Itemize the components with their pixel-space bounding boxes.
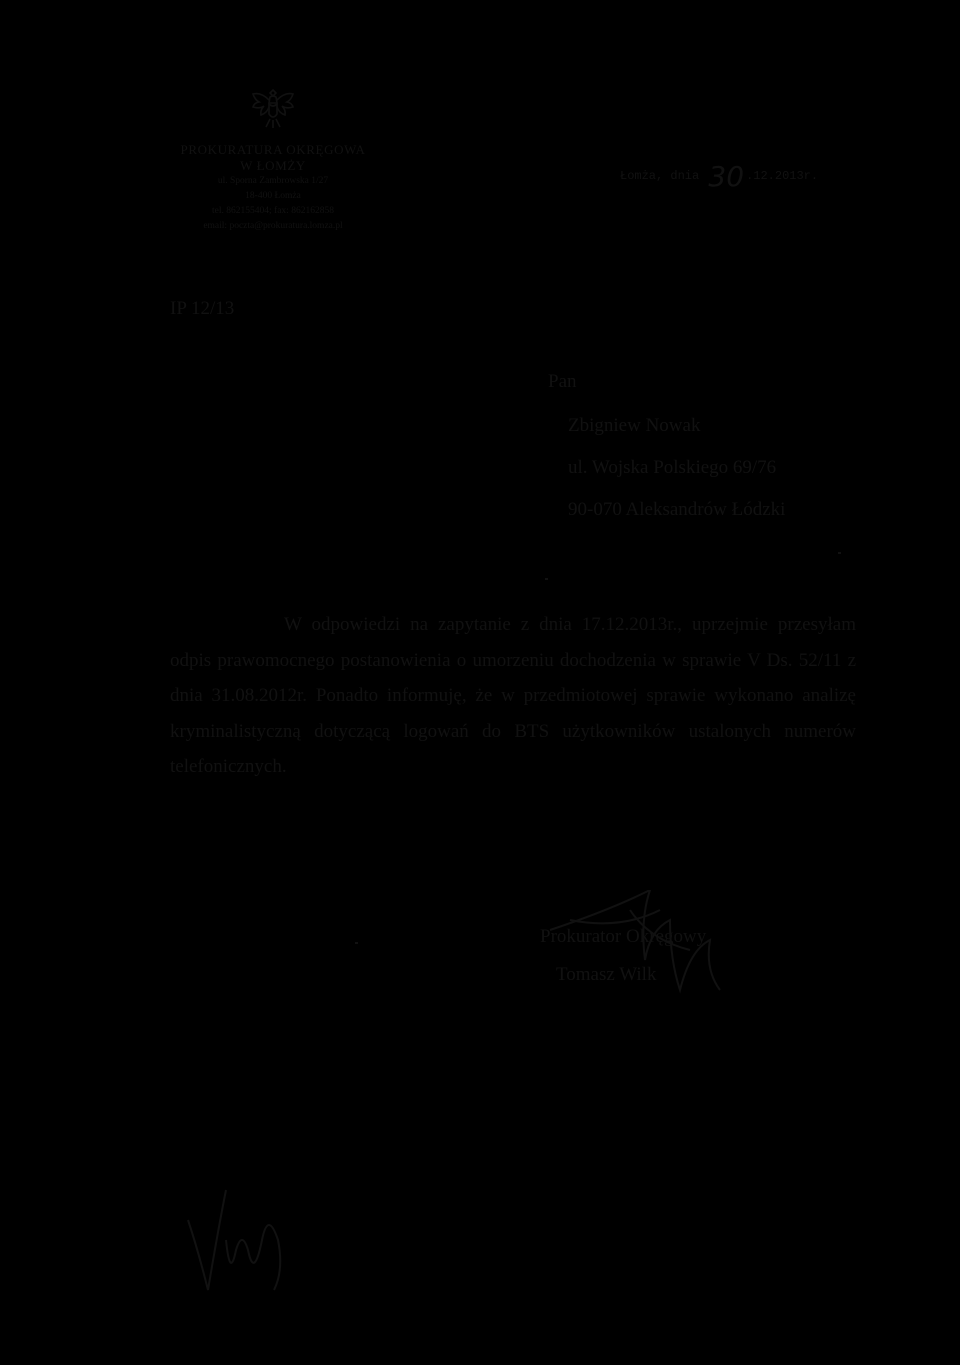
scan-speck <box>838 552 841 554</box>
organization-email: email: poczta@prokuratura.lomza.pl <box>203 221 343 231</box>
date-place-prefix: Łomża, dnia <box>620 169 700 183</box>
document-date <box>620 160 818 193</box>
recipient-salutation: Pan <box>548 371 577 392</box>
signature-block <box>540 920 780 1010</box>
polish-eagle-emblem-icon <box>251 86 295 132</box>
handwritten-initials-icon <box>180 1180 300 1300</box>
recipient-name: Zbigniew Nowak <box>568 415 701 436</box>
scan-speck <box>545 578 548 580</box>
organization-phones: tel. 862155404; fax: 862162858 <box>212 206 334 216</box>
signatory-name: Tomasz Wilk <box>556 964 657 985</box>
date-rest: .12.2013r. <box>746 169 819 183</box>
organization-name: PROKURATURA OKRĘGOWA <box>180 142 366 157</box>
reference-number: IP 12/13 <box>170 298 235 319</box>
letterhead <box>140 142 406 234</box>
organization-postal: 18-400 Łomża <box>245 191 301 201</box>
recipient-street: ul. Wojska Polskiego 69/76 <box>568 457 777 478</box>
date-day-handwritten: 30 <box>708 160 745 193</box>
signatory-title: Prokurator Okręgowy <box>540 926 707 947</box>
letter-body: W odpowiedzi na zapytanie z dnia 17.12.2013r., uprzejmie przesyłam odpis prawomocnego postanowienia o umorzeniu dochodzenia w sprawie V Ds. 52/11 z dnia 31.08.2012r. Ponadto informuję, że w przedmiotowej sprawie wykonano analizę kryminalistyczną dotyczącą logowań do BTS użytkowników ustalonych numerów telefonicznych. <box>170 614 856 777</box>
signature-scribble-icon <box>530 890 770 1030</box>
organization-street: ul. Sporna Zambrowska 1/27 <box>217 176 329 186</box>
scan-speck <box>355 942 358 944</box>
organization-city: W ŁOMŻY <box>240 158 306 173</box>
recipient-city: 90-070 Aleksandrów Łódzki <box>568 499 786 520</box>
